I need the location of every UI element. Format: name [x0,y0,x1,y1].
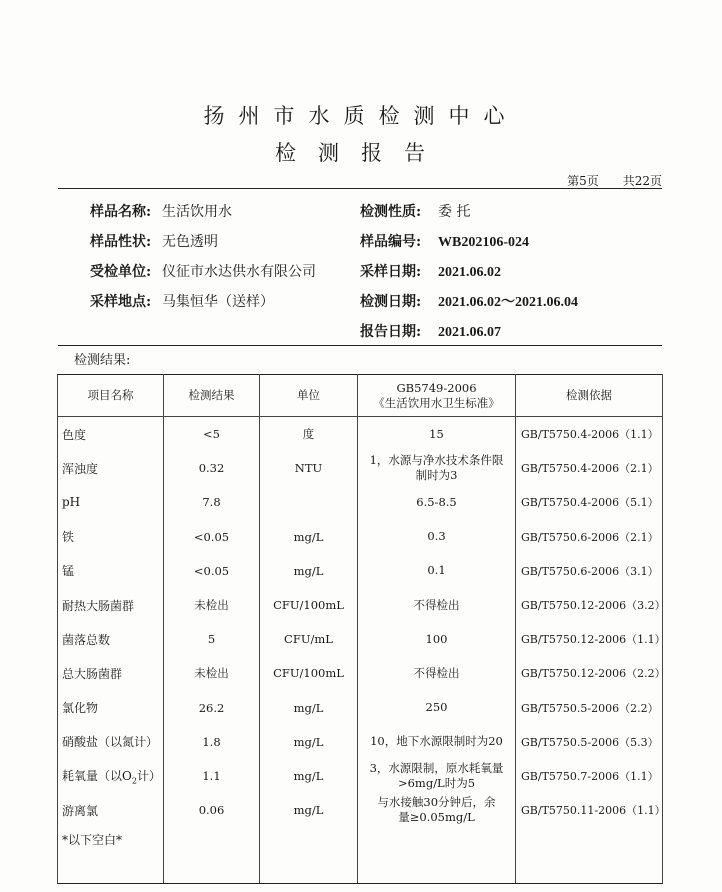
table-row [58,417,663,452]
sample-no-value: WB202106-024 [438,235,530,250]
org-title: 扬州市水质检测中心 [203,104,519,128]
test-basis: GB/T5750.12-2006（2.2） [516,656,663,690]
test-nature-label: 检测性质: [360,204,422,220]
table-row [58,793,663,827]
unit: 度 [260,417,358,452]
table-row [58,520,663,554]
test-result: 5 [164,622,260,656]
test-nature-value: 委 托 [438,204,471,220]
test-date-value: 2021.06.02～2021.06.04 [438,295,579,310]
header-basis: 检测依据 [516,375,663,417]
sampling-date-field [360,261,501,281]
sampling-date-value: 2021.06.02 [438,265,502,280]
table-row [58,759,663,793]
test-basis: GB/T5750.6-2006（3.1） [516,554,663,588]
test-basis: GB/T5750.6-2006（2.1） [516,520,663,554]
test-basis: GB/T5750.7-2006（1.1） [516,759,663,793]
sample-state-label: 样品性状: [90,234,152,250]
test-basis: GB/T5750.4-2006（5.1） [516,485,663,519]
unit: mg/L [260,691,358,725]
item-name: 氯化物 [58,691,164,725]
item-name: 耐热大肠菌群 [58,588,164,622]
header-unit: 单位 [260,375,358,417]
sampling-date-label: 采样日期: [360,264,422,280]
table-header-row [58,375,663,417]
test-basis: GB/T5750.4-2006（2.1） [516,451,663,485]
standard-limit: 与水接触30分钟后，余量≥0.05mg/L [358,793,516,827]
page-total: 共22页 [622,174,662,188]
test-result: 未检出 [164,588,260,622]
standard-limit: 3，水源限制，原水耗氧量>6mg/L时为5 [358,759,516,793]
item-name: 色度 [58,417,164,452]
site-field [90,291,274,311]
item-name: 菌落总数 [58,622,164,656]
report-date-field [360,321,501,341]
standard-limit: 0.1 [358,554,516,588]
table-row [58,656,663,690]
test-result: 0.32 [164,451,260,485]
item-name: 总大肠菌群 [58,656,164,690]
info-divider [58,345,662,346]
client-value: 仪征市水达供水有限公司 [162,264,317,280]
test-basis: GB/T5750.5-2006（2.2） [516,691,663,725]
empty-cell [516,827,663,884]
table-row [58,725,663,759]
unit: mg/L [260,725,358,759]
sample-name-label: 样品名称: [90,204,152,220]
item-name-subscript: 2 [131,776,137,786]
unit: mg/L [260,759,358,793]
test-date-field [360,291,578,311]
unit: CFU/100mL [260,588,358,622]
standard-limit: 不得检出 [358,588,516,622]
empty-cell [260,827,358,884]
standard-limit: 0.3 [358,520,516,554]
page-indicator [543,172,662,189]
item-name-prefix: 耗氧量（以O [62,768,132,783]
table-row [58,588,663,622]
table-row [58,691,663,725]
standard-limit: 6.5-8.5 [358,485,516,519]
unit: CFU/100mL [260,656,358,690]
sample-no-field [360,231,529,251]
test-result: 1.8 [164,725,260,759]
header-standard-title: 《生活饮用水卫生标准》 [373,395,500,410]
table-row [58,451,663,485]
item-name: 游离氯 [58,793,164,827]
test-result: 26.2 [164,691,260,725]
site-value: 马集恒华（送样） [162,294,275,310]
test-date-label: 检测日期: [360,294,422,310]
empty-cell [358,827,516,884]
unit: mg/L [260,554,358,588]
header-result: 检测结果 [164,375,260,417]
header-standard [358,375,516,417]
test-basis: GB/T5750.11-2006（1.1） [516,793,663,827]
standard-limit: 10，地下水源限制时为20 [358,725,516,759]
test-basis: GB/T5750.4-2006（1.1） [516,417,663,452]
test-result: <5 [164,417,260,452]
test-nature-field [360,201,471,221]
item-name-suffix: 计） [136,768,161,783]
standard-limit: 15 [358,417,516,452]
table-row [58,622,663,656]
report-date-value: 2021.06.07 [438,325,502,340]
test-basis: GB/T5750.5-2006（5.3） [516,725,663,759]
sample-no-label: 样品编号: [360,234,422,250]
site-label: 采样地点: [90,294,152,310]
table-footer-row [58,827,663,884]
test-basis: GB/T5750.12-2006（3.2） [516,588,663,622]
report-date-label: 报告日期: [360,324,422,340]
item-name: 铁 [58,520,164,554]
header-standard-code: GB5749-2006 [396,380,477,395]
table-row [58,485,663,519]
sample-state-field [90,231,218,251]
unit: CFU/mL [260,622,358,656]
sample-name-value: 生活饮用水 [162,204,233,220]
blank-below-note: *以下空白* [58,827,164,884]
standard-limit: 1，水源与净水技术条件限制时为3 [358,451,516,485]
item-name: 硝酸盐（以氮计） [58,725,164,759]
standard-limit: 不得检出 [358,656,516,690]
standard-limit: 100 [358,622,516,656]
test-result: 7.8 [164,485,260,519]
empty-cell [164,827,260,884]
standard-limit: 250 [358,691,516,725]
table-row [58,554,663,588]
header-item: 项目名称 [58,375,164,417]
unit: mg/L [260,793,358,827]
results-table [57,374,666,884]
item-name: 锰 [58,554,164,588]
page-current: 第5页 [567,174,599,188]
item-name [58,759,164,793]
item-name: pH [58,485,164,519]
item-name: 浑浊度 [58,451,164,485]
report-title: 检测报告 [275,141,447,165]
unit: mg/L [260,520,358,554]
sample-name-field [90,201,232,221]
test-basis: GB/T5750.12-2006（1.1） [516,622,663,656]
test-result: 0.06 [164,793,260,827]
unit [260,485,358,519]
client-field [90,261,316,281]
results-label: 检测结果: [74,353,131,368]
test-result: <0.05 [164,554,260,588]
test-result: 未检出 [164,656,260,690]
test-result: <0.05 [164,520,260,554]
test-result: 1.1 [164,759,260,793]
client-label: 受检单位: [90,264,152,280]
sample-state-value: 无色透明 [162,234,219,250]
header-divider [58,188,662,189]
unit: NTU [260,451,358,485]
